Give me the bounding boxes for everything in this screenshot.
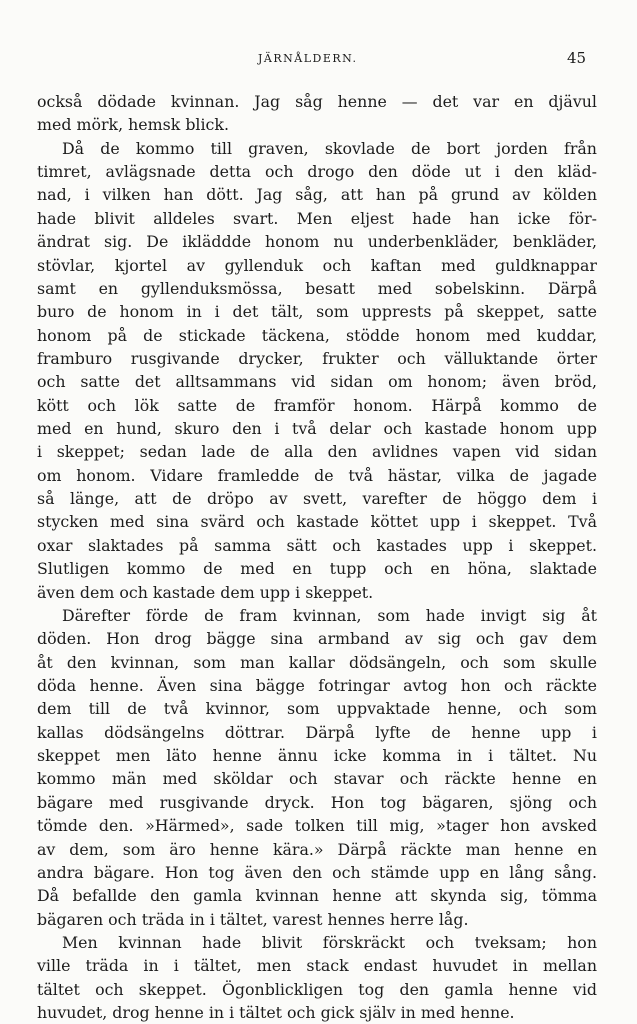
text-line: stycken med sina svärd och kastade köttet upp i skeppet. Två xyxy=(37,512,597,532)
body-text xyxy=(37,90,597,1024)
text-line: Därefter förde de fram kvinnan, som hade invigt sig åt xyxy=(62,605,597,625)
text-line: kommo män med sköldar och stavar och räckte henne en xyxy=(37,769,597,789)
text-line: tältet och skeppet. Ögonblickligen tog den gamla henne vid xyxy=(37,979,597,999)
running-title: JÄRNÅLDERN. xyxy=(258,52,358,65)
text-line: honom på de stickade täckena, stödde honom med kuddar, xyxy=(37,325,597,345)
text-line: huvudet, drog henne in i tältet och gick själv in med henne. xyxy=(37,1003,515,1023)
text-line: kött och lök satte de framför honom. Härpå kommo de xyxy=(37,395,597,415)
text-line: och satte det alltsammans vid sidan om honom; även bröd, xyxy=(37,372,597,392)
text-line: Då befallde den gamla kvinnan henne att skynda sig, tömma xyxy=(37,886,597,906)
text-line: tömde den. »Härmed», sade tolken till mig, »tager hon avsked xyxy=(37,816,597,836)
text-line: stövlar, kjortel av gyllenduk och kaftan med guldknappar xyxy=(37,255,597,275)
text-line: samt en gyllenduksmössa, besatt med sobelskinn. Därpå xyxy=(37,278,597,298)
text-line: ändrat sig. De ikläddde honom nu underbenkläder, benkläder, xyxy=(37,232,597,252)
text-line: av dem, som äro henne kära.» Därpå räckte man henne en xyxy=(37,839,597,859)
text-line: med en hund, skuro den i två delar och kastade honom upp xyxy=(37,419,597,439)
text-line: döda henne. Även sina bägge fotringar avtog hon och räckte xyxy=(37,675,597,695)
text-line: så länge, att de dröpo av svett, varefter de höggo dem i xyxy=(37,489,597,509)
text-line: nad, i vilken han dött. Jag såg, att han på grund av kölden xyxy=(37,185,597,205)
text-line: döden. Hon drog bägge sina armband av sig och gav dem xyxy=(37,629,597,649)
text-line: framburo rusgivande drycker, frukter och välluktande örter xyxy=(37,348,597,368)
text-line: kallas dödsängelns döttrar. Därpå lyfte de henne upp i xyxy=(37,722,597,742)
text-line: buro de honom in i det tält, som upprests på skeppet, satte xyxy=(37,302,597,322)
text-line: hade blivit alldeles svart. Men eljest hade han icke för- xyxy=(37,208,597,228)
page-number: 45 xyxy=(567,49,587,67)
text-line: bägare med rusgivande dryck. Hon tog bägaren, sjöng och xyxy=(37,792,597,812)
text-line: Slutligen kommo de med en tupp och en höna, slaktade xyxy=(37,559,597,579)
text-line: med mörk, hemsk blick. xyxy=(37,115,229,135)
text-line: även dem och kastade dem upp i skeppet. xyxy=(37,582,374,602)
text-line: Då de kommo till graven, skovlade de bort jorden från xyxy=(62,138,597,158)
text-line: om honom. Vidare framledde de två hästar, vilka de jagade xyxy=(37,465,597,485)
text-line: Men kvinnan hade blivit förskräckt och tveksam; hon xyxy=(62,932,597,952)
text-line: oxar slaktades på samma sätt och kastades upp i skeppet. xyxy=(37,535,597,555)
text-line: bägaren och träda in i tältet, varest hennes herre låg. xyxy=(37,909,469,929)
text-line: skeppet men läto henne ännu icke komma in i tältet. Nu xyxy=(37,746,597,766)
text-line: också dödade kvinnan. Jag såg henne — det var en djävul xyxy=(37,92,597,111)
text-line: ville träda in i tältet, men stack endast huvudet in mellan xyxy=(37,956,597,976)
text-line: åt den kvinnan, som man kallar dödsängeln, och som skulle xyxy=(37,652,597,672)
text-line: timret, avlägsnade detta och drogo den döde ut i den kläd- xyxy=(37,162,597,182)
text-line: andra bägare. Hon tog även den och stämde upp en lång sång. xyxy=(37,862,597,882)
text-line: i skeppet; sedan lade de alla den avlidnes vapen vid sidan xyxy=(37,442,597,462)
text-line: dem till de två kvinnor, som uppvaktade henne, och som xyxy=(37,699,597,719)
